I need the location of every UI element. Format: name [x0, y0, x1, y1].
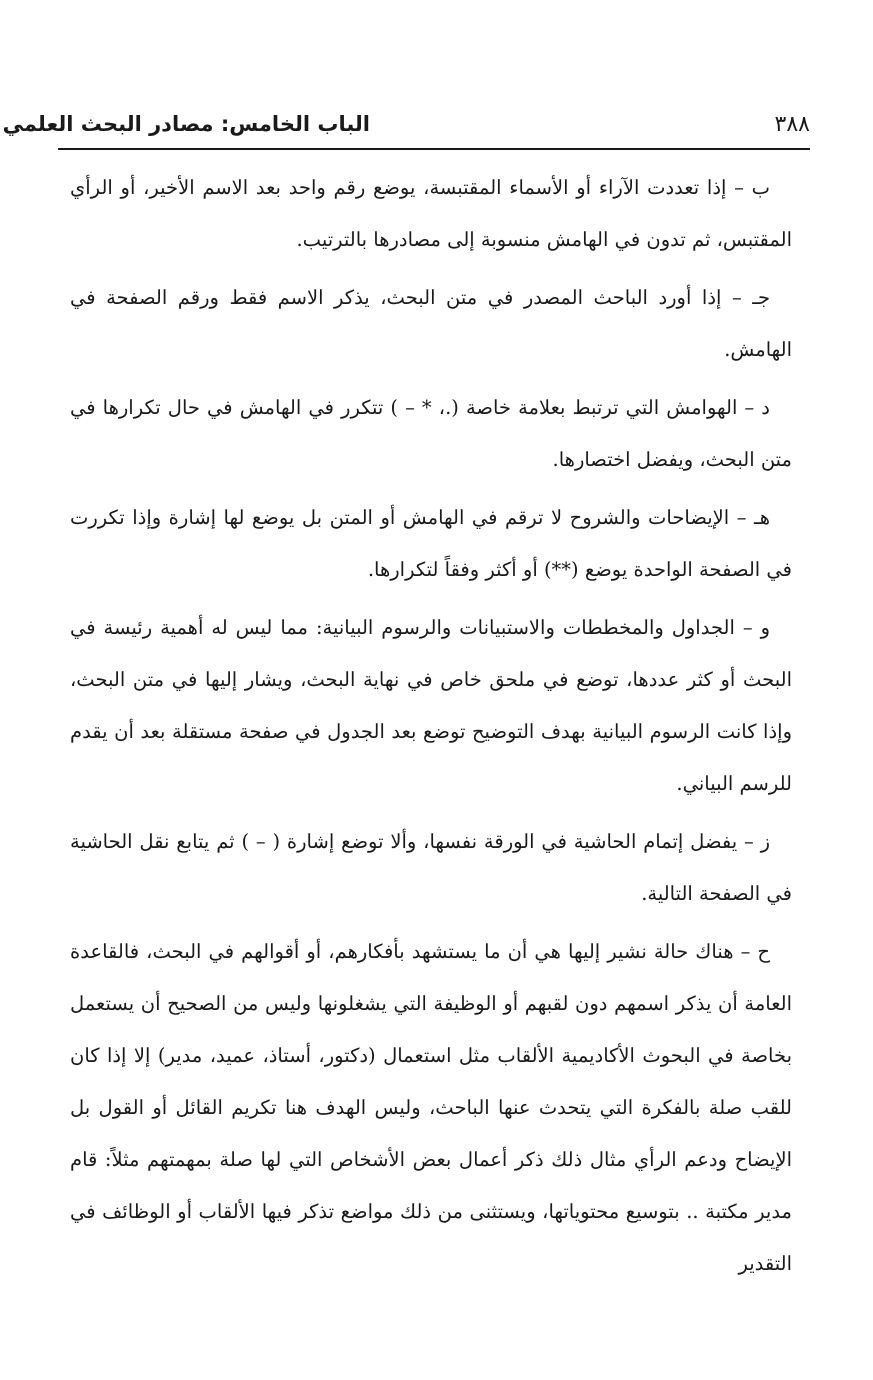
- chapter-title: الباب الخامس: مصادر البحث العلمي: [2, 112, 370, 136]
- paragraph-text: إذا أورد الباحث المصدر في متن البحث، يذكر الاسم فقط ورقم الصفحة في الهامش.: [70, 286, 792, 361]
- paragraph-waw: [70, 602, 792, 810]
- paragraph-jim: [70, 272, 792, 376]
- paragraph-marker: ز –: [743, 830, 770, 853]
- running-header: [2, 108, 810, 148]
- paragraph-dal: [70, 382, 792, 486]
- paragraph-marker: د –: [744, 396, 770, 419]
- paragraph-marker: جـ –: [731, 286, 771, 309]
- paragraph-zay: [70, 816, 792, 920]
- paragraph-text: يفضل إتمام الحاشية في الورقة نفسها، وألا توضع إشارة ( – ) ثم يتابع نقل الحاشية في الصفحة التالية.: [70, 830, 792, 905]
- paragraph-marker: و –: [742, 616, 770, 639]
- paragraph-ba: [70, 162, 792, 266]
- paragraph-text: الإيضاحات والشروح لا ترقم في الهامش أو المتن بل يوضع لها إشارة وإذا تكررت في الصفحة الواحدة يوضع (**) أو أكثر وفقاً لتكرارها.: [70, 506, 792, 581]
- paragraph-text: إذا تعددت الآراء أو الأسماء المقتبسة، يوضع رقم واحد بعد الاسم الأخير، أو الرأي المقتبس، ثم تدون في الهامش منسوبة إلى مصادرها بالترتيب.: [70, 176, 792, 251]
- body-text: [70, 162, 792, 1296]
- paragraph-marker: ح –: [740, 940, 770, 963]
- paragraph-text: الهوامش التي ترتبط بعلامة خاصة (.، * – ) تتكرر في الهامش في حال تكرارها في متن البحث، ويفضل اختصارها.: [70, 396, 792, 471]
- paragraph-ha: [70, 492, 792, 596]
- paragraph-text: الجداول والمخططات والاستبيانات والرسوم البيانية: مما ليس له أهمية رئيسة في البحث أو كثر عددها، توضع في ملحق خاص في نهاية البحث، ويشار إليها في متن البحث، وإذا كانت الرسوم البيانية بهدف التوضيح توضع بعد الجدول في صفحة مستقلة بعد أن يقدم للرسم البياني.: [70, 616, 792, 795]
- paragraph-ha2: [70, 926, 792, 1290]
- page-number: ٣٨٨: [774, 112, 810, 137]
- paragraph-marker: هـ –: [736, 506, 770, 529]
- header-divider: [58, 148, 810, 150]
- paragraph-marker: ب –: [734, 176, 771, 199]
- paragraph-text: هناك حالة نشير إليها هي أن ما يستشهد بأفكارهم، أو أقوالهم في البحث، فالقاعدة العامة أن يذكر اسمهم دون لقبهم أو الوظيفة التي يشغلونها وليس من الصحيح أن يستعمل بخاصة في البحوث الأكاديمية الألقاب مثل استعمال (دكتور، أستاذ، عميد، مدير) إلا إذا كان للقب صلة بالفكرة التي يتحدث عنها الباحث، وليس الهدف هنا تكريم القائل أو القول بل الإيضاح ودعم الرأي مثال ذلك ذكر أعمال بعض الأشخاص التي لها صلة بمهمتهم مثلاً: قام مدير مكتبة .. بتوسيع محتوياتها، ويستثنى من ذلك مواضع تذكر فيها الألقاب أو الوظائف في التقدير: [70, 940, 792, 1275]
